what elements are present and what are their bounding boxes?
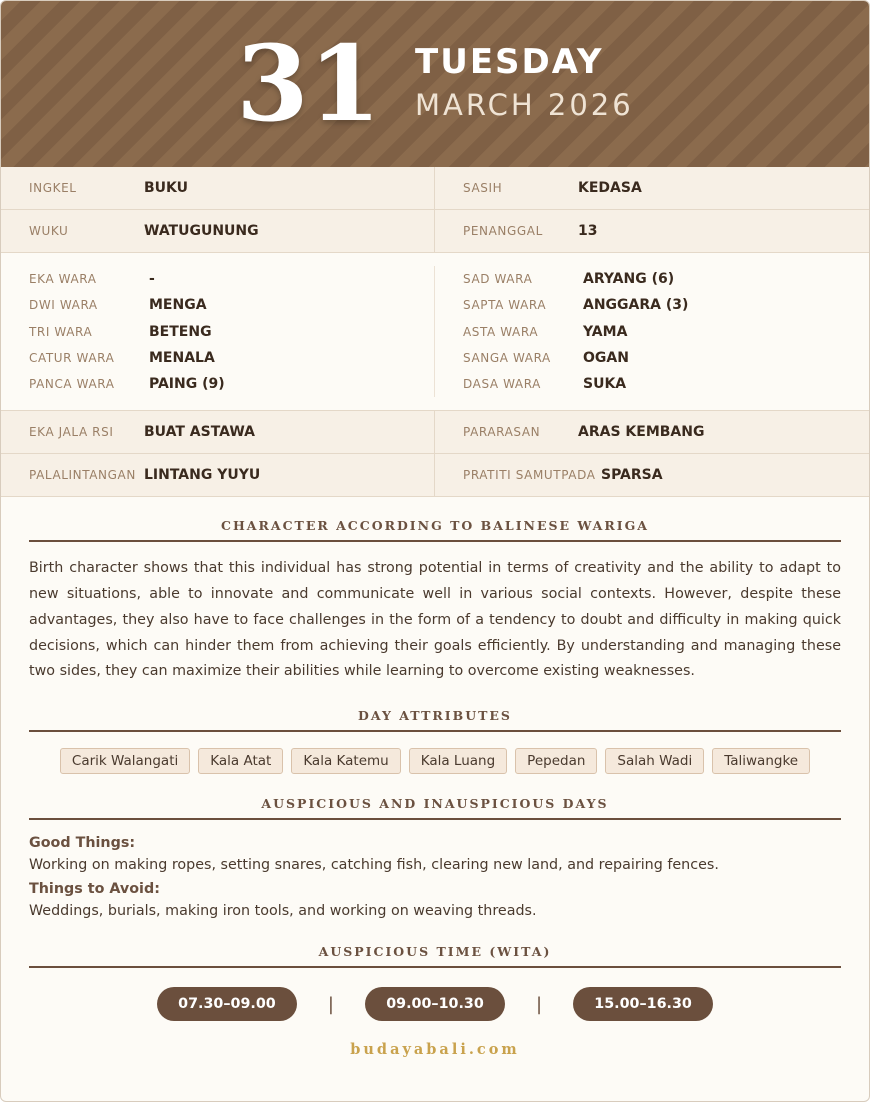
wara-block [1,253,869,411]
wara-line [29,266,434,292]
wara-line [463,319,869,345]
attribute-chips [29,748,841,774]
things-to-avoid-text: Weddings, burials, making iron tools, and working on weaving threads. [29,903,537,919]
wara-line [29,319,434,345]
pararasan-value: ARAS KEMBANG [578,424,705,441]
time-slot: 09.00–10.30 [365,987,505,1021]
cell-wuku [1,210,435,252]
wuku-value: WATUGUNUNG [144,223,259,239]
wara-line [463,345,869,371]
info-row-eka-jala-rsi [1,411,869,454]
wara-value: BETENG [149,323,212,340]
cell-pararasan [435,411,869,453]
attribute-chip: Pepedan [515,748,597,774]
wara-label: DASA WARA [463,377,541,392]
info-row-wuku [1,210,869,253]
time-section-title: AUSPICIOUS TIME (WITA) [29,944,841,968]
wara-label: SAD WARA [463,272,533,287]
wara-label: EKA WARA [29,272,97,287]
wara-label: TRI WARA [29,324,93,339]
cell-sasih [435,167,869,209]
wara-line [29,292,434,318]
things-to-avoid-heading: Things to Avoid: [29,881,160,897]
cell-palalintangan [1,454,435,496]
eka-jala-rsi-label: EKA JALA RSI [29,425,114,440]
character-description: Birth character shows that this individual has strong potential in terms of creativity and the ability to adapt to new situations, able to innovate and communicate well in various social contexts. However, despite these advantages, they also have to face challenges in the form of a tendency to doubt and difficulty in making quick decisions, which can hinder them from achieving their goals efficiently. By understanding and managing these two sides, they can maximize their abilities while learning to overcome existing weaknesses. [29,560,841,680]
info-row-ingkel [1,167,869,210]
attributes-section-title: DAY ATTRIBUTES [29,708,841,732]
wara-value: SUKA [583,376,627,393]
cell-penanggal [435,210,869,252]
pratiti-samutpada-value: SPARSA [601,467,663,484]
wara-label: CATUR WARA [29,351,115,366]
wara-line [463,371,869,397]
attribute-chip: Salah Wadi [605,748,704,774]
character-section-title: CHARACTER ACCORDING TO BALINESE WARIGA [29,518,841,542]
wara-label: SANGA WARA [463,351,551,366]
date-header [1,1,869,167]
time-slot: 15.00–16.30 [573,987,713,1021]
days-section-title: AUSPICIOUS AND INAUSPICIOUS DAYS [29,796,841,820]
wara-label: DWI WARA [29,298,98,313]
ingkel-label: INGKEL [29,181,77,195]
time-slots [1,987,869,1021]
wara-line [463,292,869,318]
month-year: MARCH 2026 [415,88,634,123]
penanggal-value: 13 [578,223,598,239]
penanggal-label: PENANGGAL [463,224,543,238]
attribute-chip: Kala Luang [409,748,507,774]
wara-value: MENALA [149,350,215,367]
time-separator: | [536,993,543,1015]
sasih-label: SASIH [463,181,503,195]
site-credit[interactable]: budayabali.com [350,1041,520,1058]
wara-value: PAING (9) [149,376,225,393]
wara-value: - [149,271,155,288]
attribute-chip: Carik Walangati [60,748,190,774]
palalintangan-label: PALALINTANGAN [29,468,136,483]
wara-value: ANGGARA (3) [583,297,689,314]
wara-line [463,266,869,292]
attribute-chip: Taliwangke [712,748,810,774]
wara-label: ASTA WARA [463,324,539,339]
wara-line [29,345,434,371]
good-things-text: Working on making ropes, setting snares, catching fish, clearing new land, and repairing fences. [29,857,719,873]
date-text [415,42,634,125]
wara-value: MENGA [149,297,207,314]
pararasan-label: PARARASAN [463,425,541,440]
cell-pratiti-samutpada [435,454,869,496]
time-separator: | [327,993,334,1015]
wara-column-right [435,266,869,397]
wara-label: SAPTA WARA [463,298,547,313]
cell-eka-jala-rsi [1,411,435,453]
attribute-chip: Kala Atat [198,748,283,774]
good-things-heading: Good Things: [29,835,136,851]
attribute-chip: Kala Katemu [291,748,400,774]
wara-label: PANCA WARA [29,377,115,392]
cell-ingkel [1,167,435,209]
sasih-value: KEDASA [578,180,642,196]
weekday: TUESDAY [415,42,604,83]
info-row-palalintangan [1,454,869,497]
wuku-label: WUKU [29,224,69,238]
wara-column-left [1,266,435,397]
day-number: 31 [236,22,382,145]
ingkel-value: BUKU [144,180,189,196]
wara-value: OGAN [583,350,629,367]
eka-jala-rsi-value: BUAT ASTAWA [144,424,256,441]
pratiti-samutpada-label: PRATITI SAMUTPADA [463,468,596,483]
time-slot: 07.30–09.00 [157,987,297,1021]
wara-value: YAMA [583,323,628,340]
wara-line [29,371,434,397]
palalintangan-value: LINTANG YUYU [144,467,261,484]
wara-value: ARYANG (6) [583,271,675,288]
